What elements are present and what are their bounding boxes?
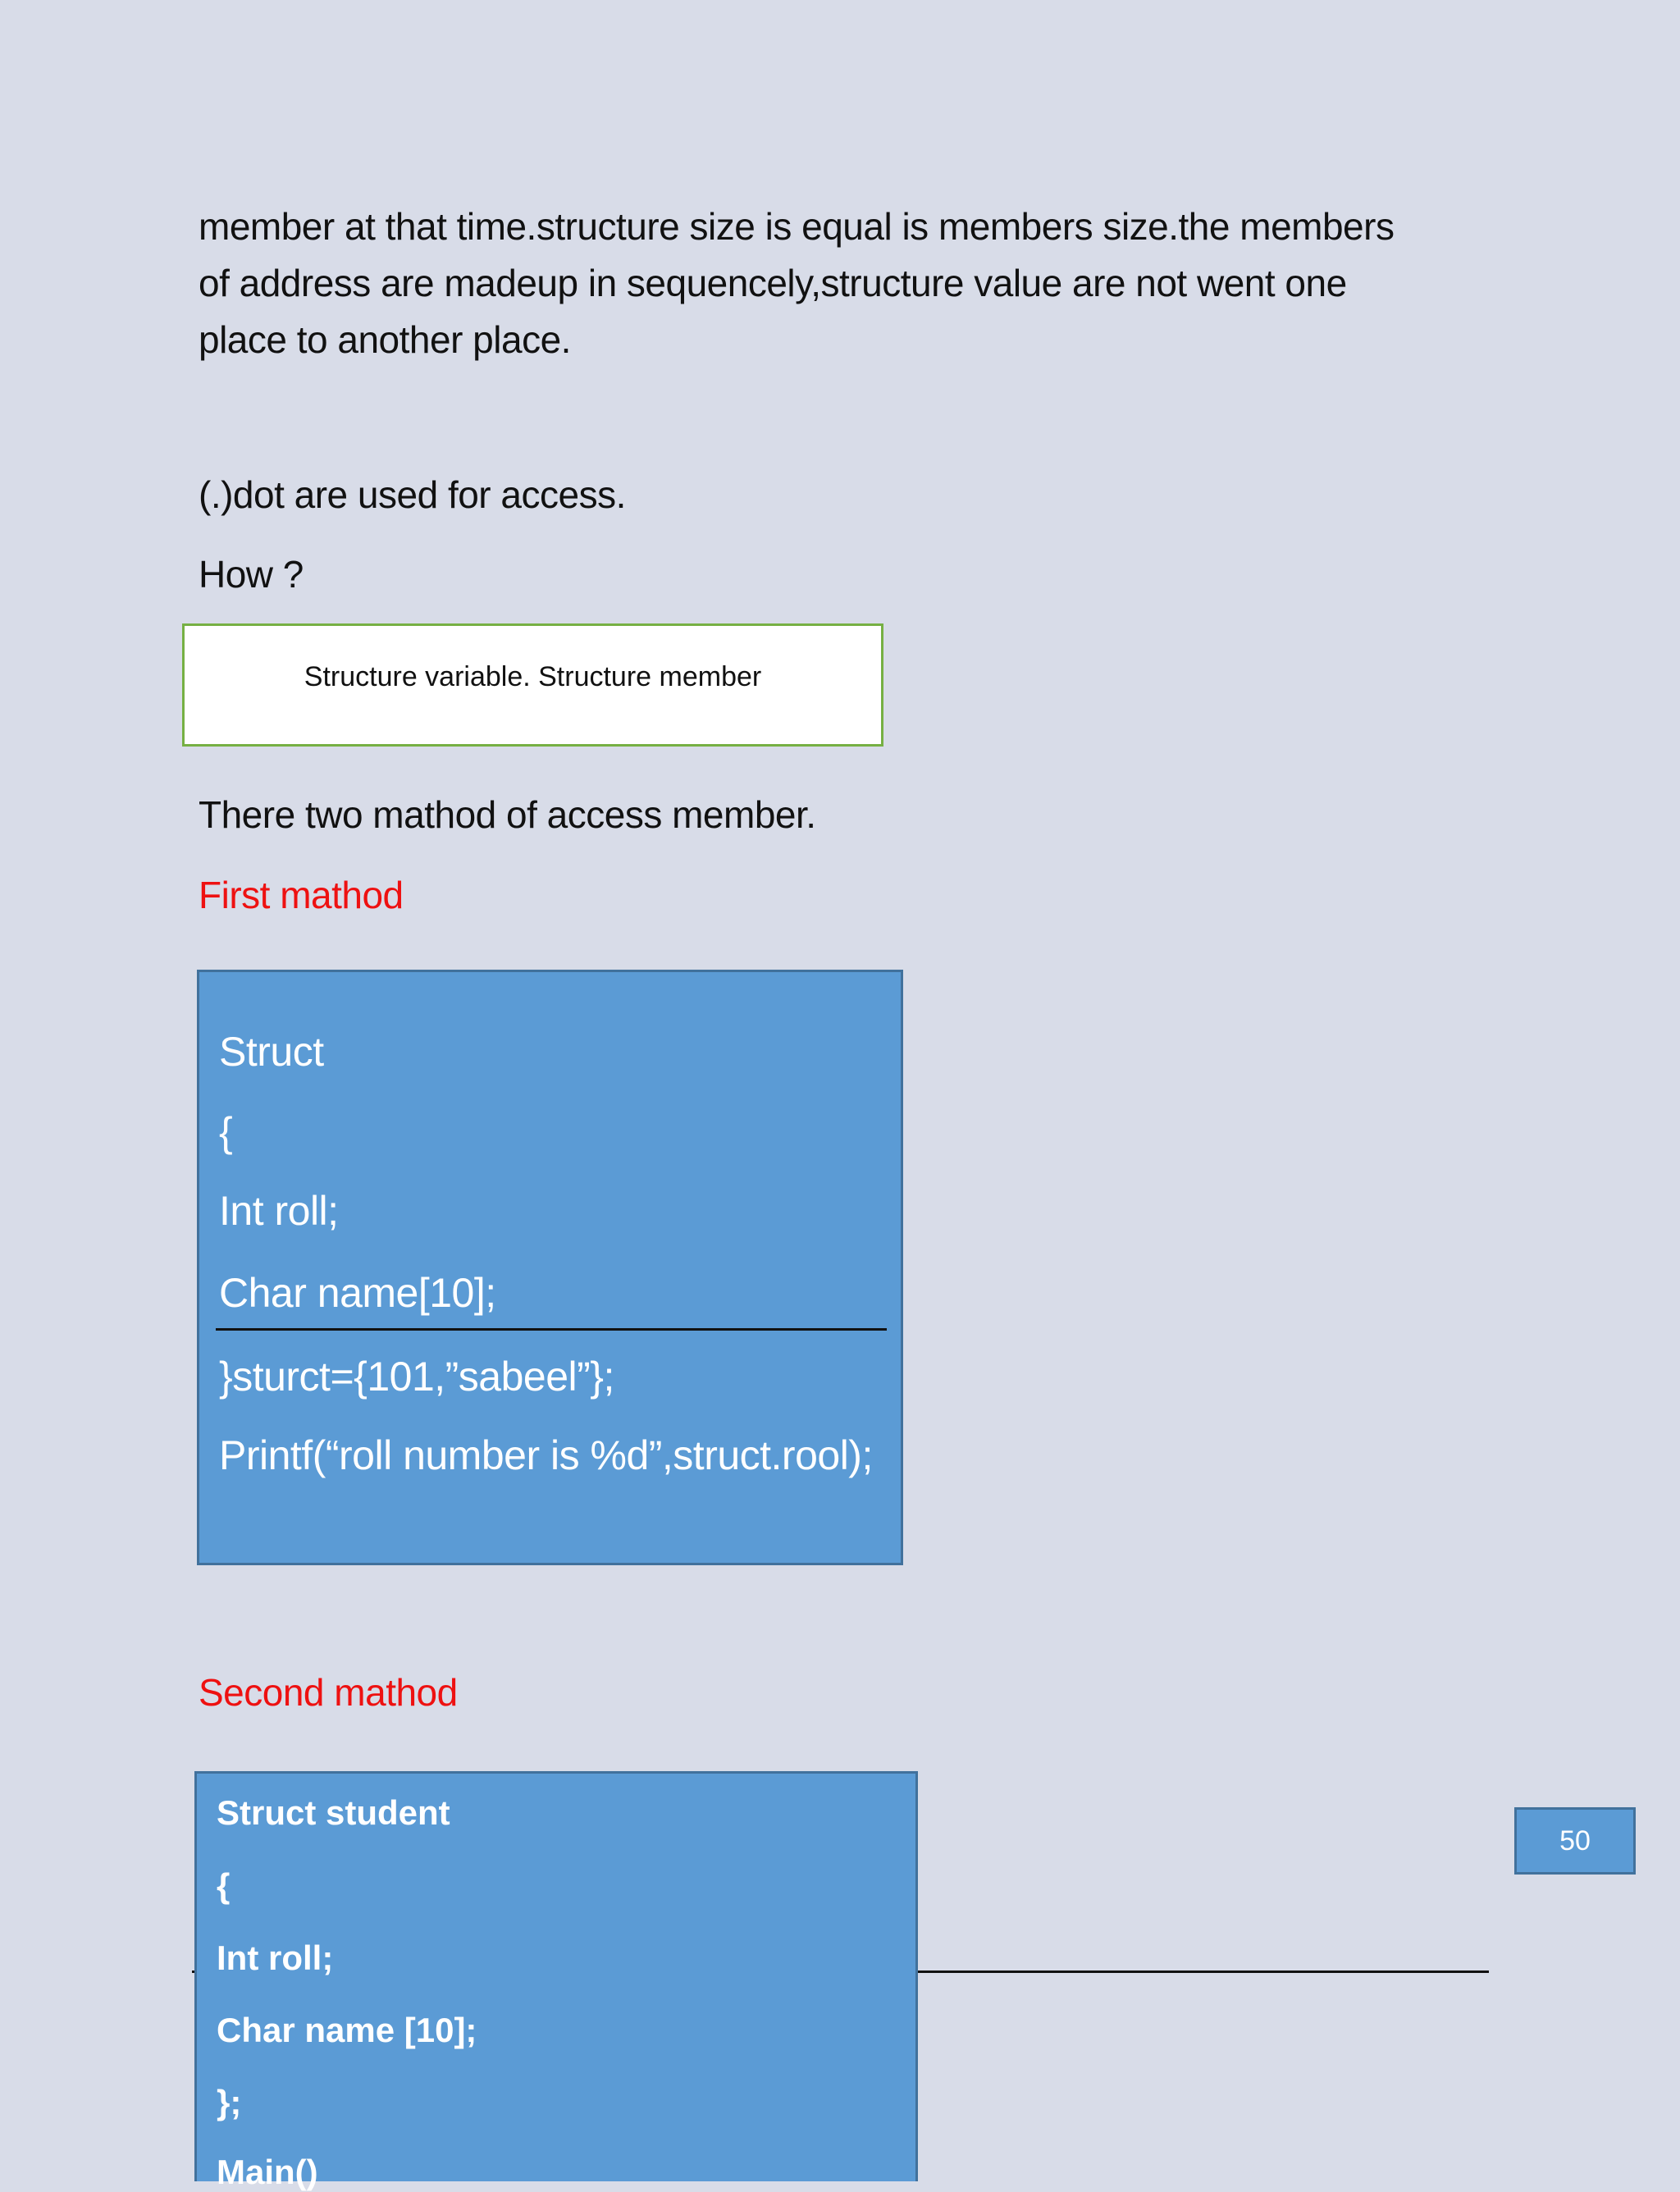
intro-line-3: place to another place. [199,318,571,361]
code-line: Char name[10]; [219,1270,496,1316]
first-method-code-box [197,970,903,1565]
code-line: Printf(“roll number is %d”,struct.rool); [219,1432,873,1478]
intro-paragraph [199,199,1503,368]
code-line: Int roll; [219,1188,339,1234]
code-line: { [217,1866,231,1905]
divider-line [216,1328,887,1331]
page-number-badge: 50 [1514,1807,1636,1875]
first-method-heading: First mathod [199,874,404,916]
code-line: }; [217,2083,242,2121]
intro-line-2: of address are madeup in sequencely,structure value are not went one [199,262,1347,304]
code-line: }sturct={101,”sabeel”}; [219,1354,614,1400]
intro-line-1: member at that time.structure size is equal is members size.the members [199,205,1395,248]
divider-line [918,1971,1489,1973]
how-question: How ? [199,553,304,596]
methods-intro: There two mathod of access member. [199,793,816,836]
syntax-box [182,623,883,747]
code-line: Struct [219,1029,324,1075]
code-line: Int roll; [217,1939,334,1977]
code-line: Main() [217,2153,318,2191]
code-line: Struct student [217,1793,450,1832]
second-method-code-box [194,1771,918,2191]
second-method-heading: Second mathod [199,1671,458,1714]
code-line: Char name [10]; [217,2011,477,2049]
syntax-text: Structure variable. Structure member [304,661,762,692]
dot-access-text: (.)dot are used for access. [199,473,626,516]
code-line: { [219,1109,233,1155]
